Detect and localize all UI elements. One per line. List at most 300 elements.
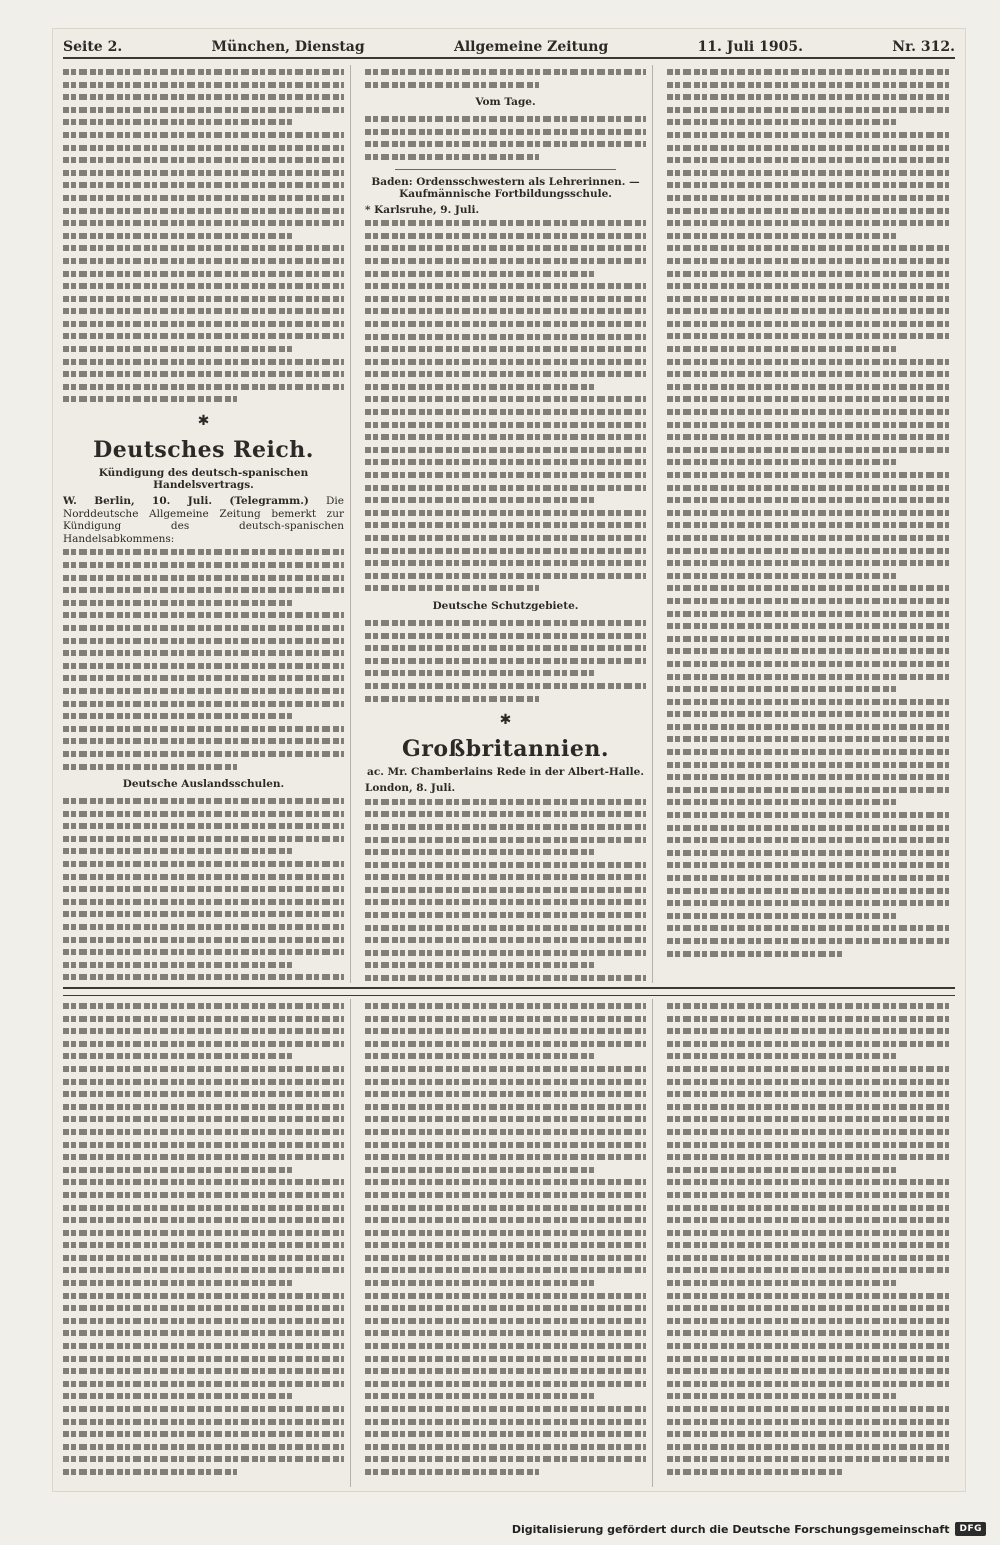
- text-line: [365, 1415, 646, 1428]
- text-line: [63, 1440, 344, 1453]
- text-line: [667, 1238, 949, 1251]
- text-line: [63, 608, 344, 621]
- article-body: [365, 216, 646, 594]
- text-line: [667, 153, 949, 166]
- text-line: [365, 455, 646, 468]
- text-line: [63, 1188, 344, 1201]
- text-line: [667, 1276, 898, 1289]
- text-line: [667, 1213, 949, 1226]
- text-line: [667, 1037, 949, 1050]
- text-line: [63, 819, 344, 832]
- text-line: [365, 858, 646, 871]
- text-line: [667, 594, 949, 607]
- text-line: [63, 166, 344, 179]
- text-line: [365, 1138, 646, 1151]
- article-lead: [63, 495, 344, 545]
- text-line: [63, 279, 344, 292]
- text-line: [365, 999, 646, 1012]
- text-line: [63, 141, 344, 154]
- article-body: [365, 999, 646, 1478]
- text-line: [63, 659, 344, 672]
- text-line: [63, 1112, 344, 1125]
- article-body: [365, 65, 646, 90]
- text-line: [667, 770, 949, 783]
- text-line: [667, 1112, 949, 1125]
- text-line: [63, 128, 344, 141]
- text-line: [365, 1276, 595, 1289]
- text-line: [365, 1075, 646, 1088]
- text-line: [365, 971, 646, 983]
- text-line: [365, 820, 646, 833]
- text-line: [63, 304, 344, 317]
- text-line: [63, 634, 344, 647]
- text-line: [667, 695, 949, 708]
- text-line: [365, 330, 646, 343]
- text-line: [365, 342, 646, 355]
- text-line: [365, 556, 646, 569]
- text-line: [63, 1377, 344, 1390]
- text-line: [365, 1452, 646, 1465]
- text-line: [365, 1389, 595, 1402]
- text-line: [63, 1037, 344, 1050]
- text-line: [63, 1024, 344, 1037]
- text-line: [667, 90, 949, 103]
- text-line: [63, 1163, 293, 1176]
- feuilleton-column-2: [365, 999, 653, 1487]
- text-line: [365, 1440, 646, 1453]
- digitization-credit: [512, 1519, 986, 1539]
- text-line: [63, 621, 344, 634]
- text-line: [667, 1452, 949, 1465]
- text-line: [365, 1037, 646, 1050]
- text-line: [63, 646, 344, 659]
- text-line: [63, 709, 293, 722]
- text-line: [63, 1415, 344, 1428]
- text-line: [63, 342, 293, 355]
- page-number: Seite 2.: [63, 39, 123, 55]
- text-line: [365, 254, 646, 267]
- text-line: [63, 832, 344, 845]
- text-line: [667, 279, 949, 292]
- text-line: [667, 657, 949, 670]
- article-headline: Vom Tage.: [475, 96, 536, 109]
- text-line: [365, 531, 646, 544]
- text-line: [667, 115, 898, 128]
- text-line: [63, 907, 344, 920]
- text-line: [365, 392, 646, 405]
- text-line: [667, 1087, 949, 1100]
- text-line: [63, 895, 344, 908]
- text-line: [63, 734, 344, 747]
- text-line: [365, 468, 646, 481]
- text-line: [365, 921, 646, 934]
- dateline-text: * Karlsruhe, 9. Juli.: [365, 203, 480, 216]
- text-line: [63, 355, 344, 368]
- text-line: [365, 666, 595, 679]
- text-line: [63, 596, 293, 609]
- text-line: [667, 858, 949, 871]
- feuilleton-columns: [63, 999, 955, 1487]
- text-line: [63, 1452, 344, 1465]
- text-line: [63, 583, 344, 596]
- text-line: [63, 103, 344, 116]
- text-line: [667, 1062, 949, 1075]
- text-line: [365, 1263, 646, 1276]
- text-line: [63, 65, 344, 78]
- text-line: [667, 1427, 949, 1440]
- text-line: [667, 304, 949, 317]
- text-line: [667, 367, 949, 380]
- issue-date: 11. Juli 1905.: [697, 39, 803, 55]
- text-line: [667, 544, 949, 557]
- text-line: [365, 418, 646, 431]
- article-body: [667, 999, 949, 1478]
- text-line: [63, 292, 344, 305]
- article-body: [365, 112, 646, 162]
- section-heading: Deutsches Reich.: [93, 437, 314, 464]
- text-line: [667, 241, 949, 254]
- text-line: [63, 1465, 237, 1478]
- text-line: [667, 758, 949, 771]
- text-line: [63, 1175, 344, 1188]
- text-line: [667, 821, 949, 834]
- text-line: [365, 679, 646, 692]
- text-line: [365, 883, 646, 896]
- text-line: [63, 1213, 344, 1226]
- text-line: [365, 518, 646, 531]
- text-line: [365, 1049, 595, 1062]
- text-line: [365, 1188, 646, 1201]
- text-line: [365, 1163, 595, 1176]
- text-line: [63, 1226, 344, 1239]
- text-line: [63, 1201, 344, 1214]
- upper-columns: [63, 65, 955, 983]
- text-line: [365, 933, 646, 946]
- text-line: [365, 1289, 646, 1302]
- text-line: [667, 355, 949, 368]
- text-line: [667, 921, 949, 934]
- text-line: [365, 616, 646, 629]
- text-line: [667, 682, 898, 695]
- text-line: [667, 1175, 949, 1188]
- text-line: [667, 632, 949, 645]
- text-line: [365, 544, 646, 557]
- text-line: [63, 1352, 344, 1365]
- text-line: [667, 619, 949, 632]
- text-line: [365, 692, 539, 705]
- text-line: [667, 531, 949, 544]
- text-line: [63, 697, 344, 710]
- text-line: [365, 430, 646, 443]
- text-line: [667, 392, 949, 405]
- text-line: [667, 128, 949, 141]
- text-line: [365, 292, 646, 305]
- text-line: [63, 882, 344, 895]
- text-line: [63, 1402, 344, 1415]
- text-line: [667, 999, 949, 1012]
- text-line: [667, 569, 898, 582]
- newspaper-title: Allgemeine Zeitung: [453, 39, 609, 55]
- text-line: [667, 267, 949, 280]
- lead-text: Die Norddeutsche Allgemeine Zeitung bemerkt zur Kündigung des deutsch-spanischen Handelsabkommens:: [63, 495, 344, 545]
- text-line: [667, 342, 898, 355]
- text-line: [667, 1049, 898, 1062]
- text-line: [667, 833, 949, 846]
- text-line: [63, 920, 344, 933]
- text-line: [365, 1339, 646, 1352]
- text-line: [63, 1339, 344, 1352]
- text-line: [365, 304, 646, 317]
- dateline: [365, 782, 646, 795]
- text-line: [63, 1125, 344, 1138]
- text-line: [667, 1263, 949, 1276]
- text-line: [63, 760, 237, 773]
- dateline: W. Berlin, 10. Juli. (Telegramm.): [63, 495, 309, 508]
- text-line: [63, 1276, 293, 1289]
- text-line: [63, 1049, 293, 1062]
- text-line: [667, 670, 949, 683]
- text-line: [63, 1075, 344, 1088]
- text-line: [63, 90, 344, 103]
- text-line: [667, 254, 949, 267]
- text-line: [365, 845, 595, 858]
- text-line: [63, 317, 344, 330]
- text-line: [63, 1389, 293, 1402]
- section-divider: [63, 987, 955, 996]
- text-line: [365, 569, 646, 582]
- text-line: [365, 279, 646, 292]
- text-line: [63, 1012, 344, 1025]
- text-line: [365, 958, 595, 971]
- text-line: [365, 137, 646, 150]
- text-line: [365, 1213, 646, 1226]
- text-line: [667, 1012, 949, 1025]
- text-line: [667, 909, 898, 922]
- text-line: [63, 1326, 344, 1339]
- text-line: [365, 1314, 646, 1327]
- ornament: ✱: [197, 413, 210, 430]
- text-line: [63, 1087, 344, 1100]
- text-line: [667, 518, 949, 531]
- text-line: [63, 1100, 344, 1113]
- text-line: [63, 571, 344, 584]
- text-line: [667, 1301, 949, 1314]
- article-headline: Kündigung des deutsch-spanischen Handelsvertrags.: [98, 467, 309, 492]
- text-line: [667, 443, 949, 456]
- dfg-logo: DFG: [955, 1522, 986, 1536]
- text-line: [667, 556, 949, 569]
- text-line: [667, 1440, 949, 1453]
- text-line: [365, 1326, 646, 1339]
- text-line: [667, 481, 949, 494]
- text-line: [667, 745, 949, 758]
- text-line: [63, 178, 344, 191]
- text-line: [365, 1024, 646, 1037]
- text-line: [667, 1188, 949, 1201]
- text-line: [667, 216, 949, 229]
- text-line: [63, 671, 344, 684]
- text-line: [667, 884, 949, 897]
- text-line: [63, 241, 344, 254]
- text-line: [667, 329, 949, 342]
- text-line: [365, 1251, 646, 1264]
- text-line: [667, 1326, 949, 1339]
- text-line: [63, 958, 293, 971]
- text-line: [667, 1075, 949, 1088]
- text-line: [365, 654, 646, 667]
- text-line: [63, 1289, 344, 1302]
- text-line: [667, 204, 949, 217]
- text-line: [365, 1377, 646, 1390]
- text-line: [667, 644, 949, 657]
- text-line: [667, 1402, 949, 1415]
- text-line: [365, 229, 646, 242]
- place-date: München, Dienstag: [211, 39, 365, 55]
- section-heading: Großbritannien.: [401, 736, 609, 763]
- credit-text: Digitalisierung gefördert durch die Deutsche Forschungsgemeinschaft: [511, 1522, 950, 1536]
- article-body: [63, 794, 344, 983]
- text-line: [667, 1251, 949, 1264]
- text-line: [667, 947, 842, 960]
- text-line: [63, 1427, 344, 1440]
- text-line: [667, 1150, 949, 1163]
- column-3: [667, 65, 955, 983]
- text-line: [667, 1163, 898, 1176]
- text-line: [667, 317, 949, 330]
- column-2: [365, 65, 653, 983]
- text-line: [63, 329, 344, 342]
- text-line: [365, 946, 646, 959]
- text-line: [365, 1238, 646, 1251]
- text-line: [63, 970, 344, 983]
- masthead: [63, 37, 955, 59]
- column-1: [63, 65, 351, 983]
- text-line: [667, 178, 949, 191]
- article-body: [63, 545, 344, 772]
- text-line: [365, 216, 646, 229]
- text-line: [365, 443, 646, 456]
- text-line: [365, 493, 595, 506]
- text-line: [63, 933, 344, 946]
- text-line: [667, 65, 949, 78]
- text-line: [63, 216, 344, 229]
- text-line: [667, 1389, 898, 1402]
- text-line: [365, 241, 646, 254]
- feuilleton-column-1: [63, 999, 351, 1487]
- text-line: [667, 1415, 949, 1428]
- text-line: [63, 392, 237, 405]
- text-line: [63, 857, 344, 870]
- text-line: [667, 141, 949, 154]
- text-line: [63, 1138, 344, 1151]
- text-line: [667, 1138, 949, 1151]
- text-line: [63, 1251, 344, 1264]
- text-line: [667, 418, 949, 431]
- text-line: [63, 267, 344, 280]
- text-line: [667, 934, 949, 947]
- text-line: [667, 896, 949, 909]
- article-body: [365, 616, 646, 704]
- text-line: [667, 1125, 949, 1138]
- text-line: [63, 204, 344, 217]
- text-line: [365, 1175, 646, 1188]
- text-line: [365, 1062, 646, 1075]
- text-line: [365, 367, 646, 380]
- text-line: [63, 1314, 344, 1327]
- text-line: [365, 795, 646, 808]
- text-line: [63, 229, 293, 242]
- text-line: [667, 1364, 949, 1377]
- text-line: [63, 794, 344, 807]
- text-line: [63, 1263, 344, 1276]
- text-line: [63, 153, 344, 166]
- text-line: [667, 229, 898, 242]
- text-line: [667, 1339, 949, 1352]
- text-line: [63, 807, 344, 820]
- article-headline: Deutsche Auslandsschulen.: [122, 778, 285, 791]
- text-line: [667, 1201, 949, 1214]
- text-line: [365, 1087, 646, 1100]
- text-line: [667, 846, 949, 859]
- text-line: [365, 65, 646, 78]
- text-line: [667, 607, 949, 620]
- text-line: [365, 1112, 646, 1125]
- article-body: [63, 999, 344, 1478]
- divider-rule: [395, 169, 616, 170]
- text-line: [365, 481, 646, 494]
- text-line: [667, 455, 898, 468]
- text-line: [667, 493, 949, 506]
- text-line: [63, 115, 293, 128]
- text-line: [365, 1364, 646, 1377]
- text-line: [667, 1465, 842, 1478]
- article-body: [63, 65, 344, 405]
- text-line: [365, 506, 646, 519]
- text-line: [63, 747, 344, 760]
- text-line: [365, 355, 646, 368]
- text-line: [365, 1201, 646, 1214]
- ornament: ✱: [499, 712, 512, 729]
- text-line: [365, 125, 646, 138]
- text-line: [63, 1301, 344, 1314]
- text-line: [63, 191, 344, 204]
- text-line: [667, 380, 949, 393]
- text-line: [63, 945, 344, 958]
- text-line: [667, 1352, 949, 1365]
- text-line: [365, 1301, 646, 1314]
- text-line: [63, 1364, 344, 1377]
- text-line: [365, 112, 646, 125]
- text-line: [667, 1314, 949, 1327]
- text-line: [365, 405, 646, 418]
- text-line: [667, 405, 949, 418]
- text-line: [667, 1226, 949, 1239]
- text-line: [63, 78, 344, 91]
- newspaper-page: [52, 28, 966, 1492]
- text-line: [63, 722, 344, 735]
- text-line: [365, 870, 646, 883]
- text-line: [667, 468, 949, 481]
- text-line: [667, 1100, 949, 1113]
- text-line: [667, 103, 949, 116]
- text-line: [365, 1012, 646, 1025]
- text-line: [63, 545, 344, 558]
- text-line: [365, 833, 646, 846]
- text-line: [667, 581, 949, 594]
- text-line: [365, 267, 595, 280]
- dateline: [365, 204, 646, 217]
- text-line: [63, 254, 344, 267]
